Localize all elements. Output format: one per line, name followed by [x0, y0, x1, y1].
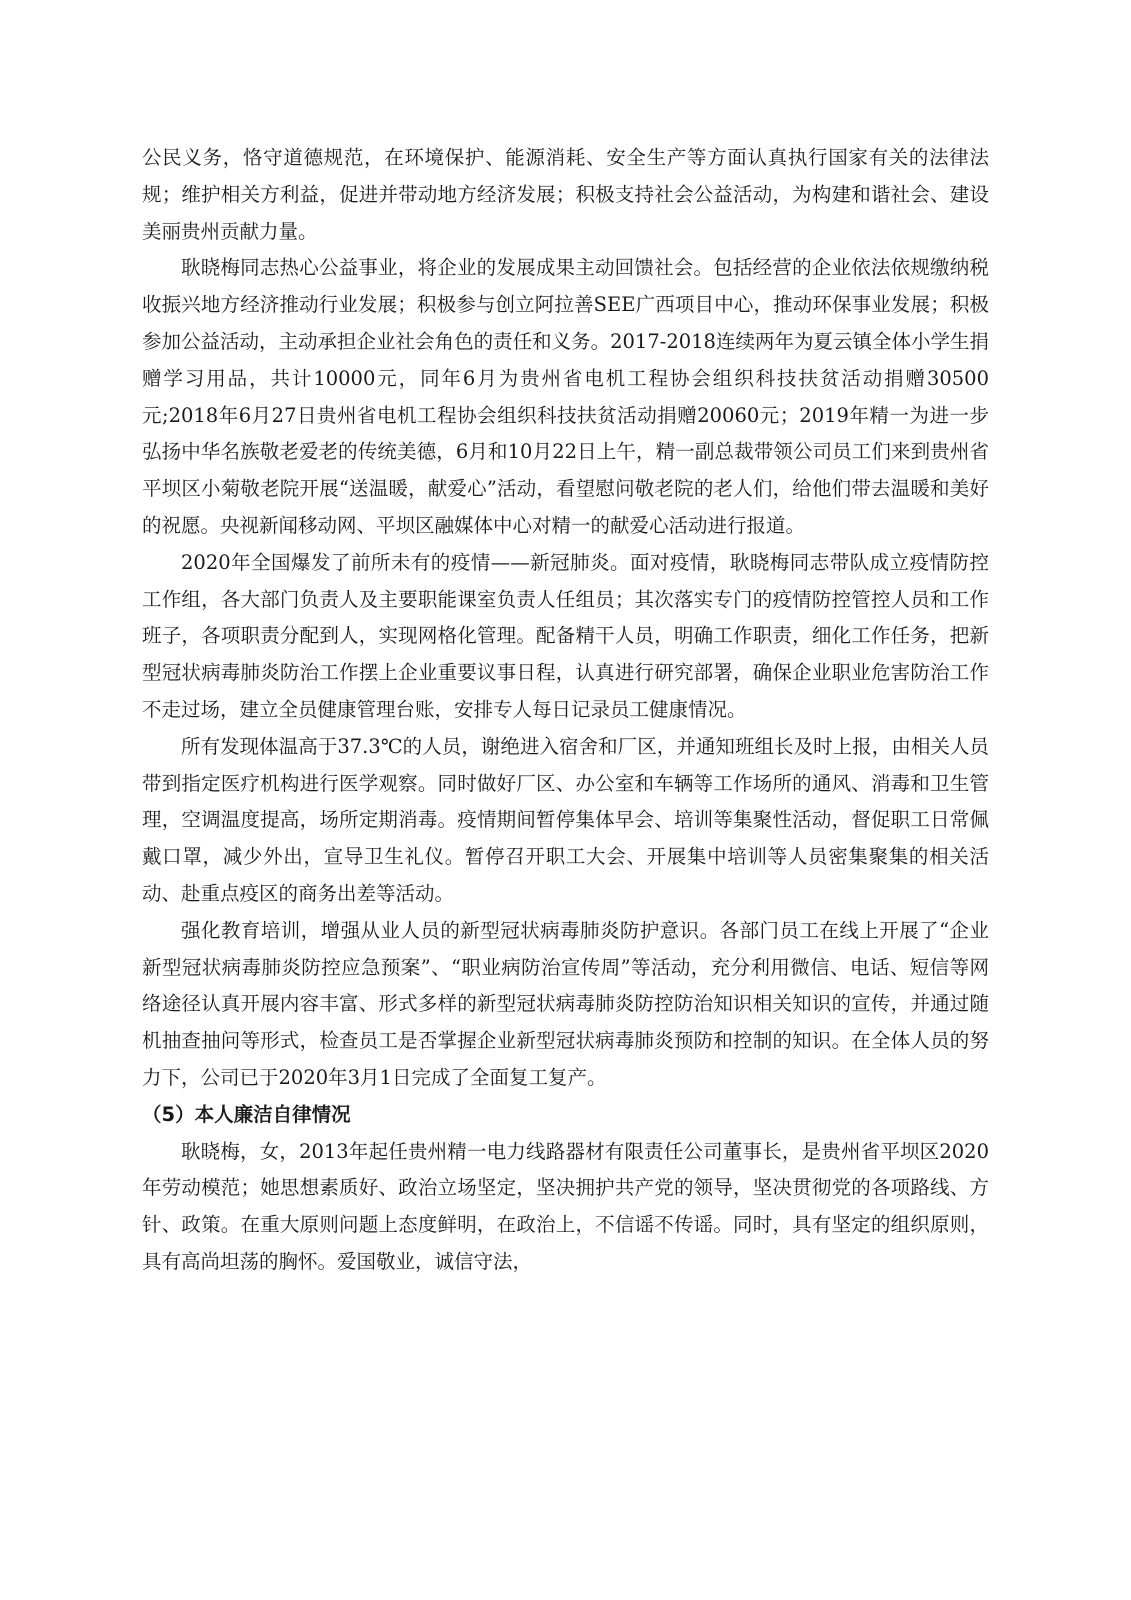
paragraph-education-training: 强化教育培训，增强从业人员的新型冠状病毒肺炎防护意识。各部门员工在线上开展了“企业新型冠状病毒肺炎防控应急预案”、“职业病防治宣传周”等活动，充分利用微信、电话、短信等网络途径认真开展内容丰富、形式多样的新型冠状病毒肺炎防控防治知识相关知识的宣传，并通过随机抽查抽问等形式，检查员工是否掌握企业新型冠状病毒肺炎预防和控制的知识。在全体人员的努力下，公司已于2020年3月1日完成了全面复工复产。 [142, 918, 989, 1089]
paragraph-public-welfare: 耿晓梅同志热心公益事业，将企业的发展成果主动回馈社会。包括经营的企业依法依规缴纳税收振兴地方经济推动行业发展；积极参与创立阿拉善SEE广西项目中心，推动环保事业发展；积极参加公益活动，主动承担企业社会角色的责任和义务。2017-2018连续两年为夏云镇全体小学生捐赠学习用品，共计10000元，同年6月为贵州省电机工程协会组织科技扶贫活动捐赠30500元;2018年6月27日贵州省电机工程协会组织科技扶贫活动捐赠20060元；2019年精一为进一步弘扬中华名族敬老爱老的传统美德，6月和10月22日上午，精一副总裁带领公司员工们来到贵州省平坝区小菊敬老院开展“送温暖，献爱心”活动，看望慰问敬老院的老人们，给他们带去温暖和美好的祝愿。央视新闻移动网、平坝区融媒体中心对精一的献爱心活动进行报道。 [142, 256, 989, 537]
paragraph-civic-duty: 公民义务，恪守道德规范，在环境保护、能源消耗、安全生产等方面认真执行国家有关的法律法规；维护相关方利益，促进并带动地方经济发展；积极支持社会公益活动，为构建和谐社会、建设美丽贵州贡献力量。 [142, 146, 989, 243]
paragraph-personal-profile: 耿晓梅，女，2013年起任贵州精一电力线路器材有限责任公司董事长，是贵州省平坝区2020年劳动模范；她思想素质好、政治立场坚定，坚决拥护共产党的领导，坚决贯彻党的各项路线、方针、政策。在重大原则问题上态度鲜明，在政治上，不信谣不传谣。同时，具有坚定的组织原则，具有高尚坦荡的胸怀。爱国敬业，诚信守法， [142, 1139, 989, 1273]
paragraph-epidemic-response: 2020年全国爆发了前所未有的疫情——新冠肺炎。面对疫情，耿晓梅同志带队成立疫情防控工作组，各大部门负责人及主要职能课室负责人任组员；其次落实专门的疫情防控管控人员和工作班子，各项职责分配到人，实现网格化管理。配备精干人员，明确工作职责，细化工作任务，把新型冠状病毒肺炎防治工作摆上企业重要议事日程，认真进行研究部署，确保企业职业危害防治工作不走过场，建立全员健康管理台账，安排专人每日记录员工健康情况。 [142, 550, 989, 721]
section-heading-integrity: （5）本人廉洁自律情况 [142, 1102, 351, 1126]
paragraph-temperature-measures: 所有发现体温高于37.3℃的人员，谢绝进入宿舍和厂区，并通知班组长及时上报，由相关人员带到指定医疗机构进行医学观察。同时做好厂区、办公室和车辆等工作场所的通风、消毒和卫生管理，空调温度提高，场所定期消毒。疫情期间暂停集体早会、培训等集聚性活动，督促职工日常佩戴口罩，减少外出，宣导卫生礼仪。暂停召开职工大会、开展集中培训等人员密集聚集的相关活动、赴重点疫区的商务出差等活动。 [142, 734, 989, 905]
document-body [142, 140, 989, 1281]
